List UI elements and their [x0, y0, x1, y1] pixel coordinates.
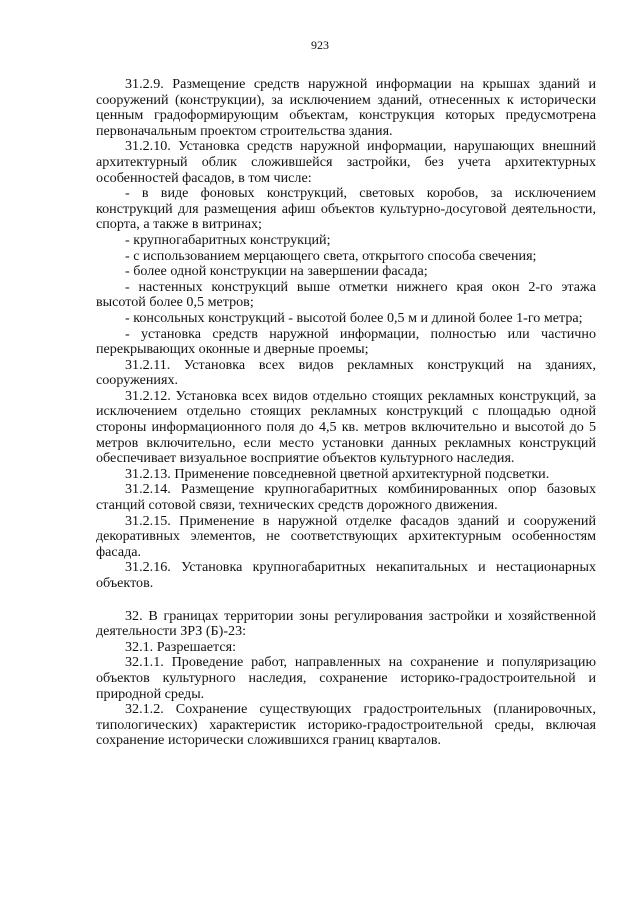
list-item-console-constructions: - консольных конструкций - высотой более 0,5 м и длиной более 1-го метра;	[125, 309, 583, 326]
paragraph-31-2-10: 31.2.10. Установка средств наружной информации, нарушающих внешний архитектурный облик сложившейся застройки, без учета архитектурных особенностей фасадов, в том числе:	[96, 138, 596, 186]
paragraph-31-2-9: 31.2.9. Размещение средств наружной информации на крышах зданий и сооружений (конструкции), за исключением зданий, отнесенных к исторически ценным градоформирующим объектам, конструкция которых предусмотрена первоначальным проектом строительства здания.	[96, 76, 596, 139]
list-item-facade-top: - более одной конструкции на завершении фасада;	[125, 263, 428, 280]
document-body	[96, 77, 596, 749]
list-item-window-blocking: - установка средств наружной информации, полностью или частично перекрывающих оконные и дверные проемы;	[96, 325, 596, 358]
list-item-wall-constructions: - настенных конструкций выше отметки нижнего края окон 2-го этажа высотой более 0,5 метров;	[96, 278, 596, 311]
paragraph-31-2-16: 31.2.16. Установка крупногабаритных некапитальных и нестационарных объектов.	[96, 559, 596, 591]
paragraph-31-2-12: 31.2.12. Установка всех видов отдельно стоящих рекламных конструкций, за исключением отдельно стоящих рекламных конструкций с площадью одной стороны информационного поля до 4,5 кв. метров включительно и высотой до 5 метров включительно, если место установки данных рекламных конструкций обеспечивает визуальное восприятие объектов культурного наследия.	[96, 387, 596, 467]
list-item-flickering-light: - с использованием мерцающего света, открытого способа свечения;	[125, 247, 537, 264]
paragraph-32: 32. В границах территории зоны регулирования застройки и хозяйственной деятельности ЗРЗ (Б)-23:	[96, 607, 596, 640]
page-number: 923	[311, 38, 329, 52]
list-item-background-constructions: - в виде фоновых конструкций, световых коробов, за исключением конструкций для размещения афиш объектов культурно-досуговой деятельности, спорта, а также в витринах;	[96, 185, 596, 233]
paragraph-31-2-11: 31.2.11. Установка всех видов рекламных конструкций на зданиях, сооружениях.	[96, 356, 596, 389]
paragraph-32-1: 32.1. Разрешается:	[125, 638, 237, 655]
paragraph-32-1-1: 32.1.1. Проведение работ, направленных на сохранение и популяризацию объектов культурного наследия, сохранение историко-градостроительной и природной среды.	[96, 654, 596, 702]
paragraph-32-1-2: 32.1.2. Сохранение существующих градостроительных (планировочных, типологических) характеристик историко-градостроительной среды, включая сохранение исторически сложившихся границ кварталов.	[96, 701, 596, 749]
paragraph-31-2-15: 31.2.15. Применение в наружной отделке фасадов зданий и сооружений декоративных элементов, не соответствующих архитектурным особенностям фасада.	[96, 512, 596, 560]
list-item-large-constructions: - крупногабаритных конструкций;	[125, 231, 331, 248]
paragraph-31-2-14: 31.2.14. Размещение крупногабаритных комбинированных опор базовых станций сотовой связи, технических средств дорожного движения.	[96, 481, 596, 514]
section-gap	[96, 592, 596, 609]
paragraph-31-2-13: 31.2.13. Применение повседневной цветной архитектурной подсветки.	[125, 465, 550, 482]
